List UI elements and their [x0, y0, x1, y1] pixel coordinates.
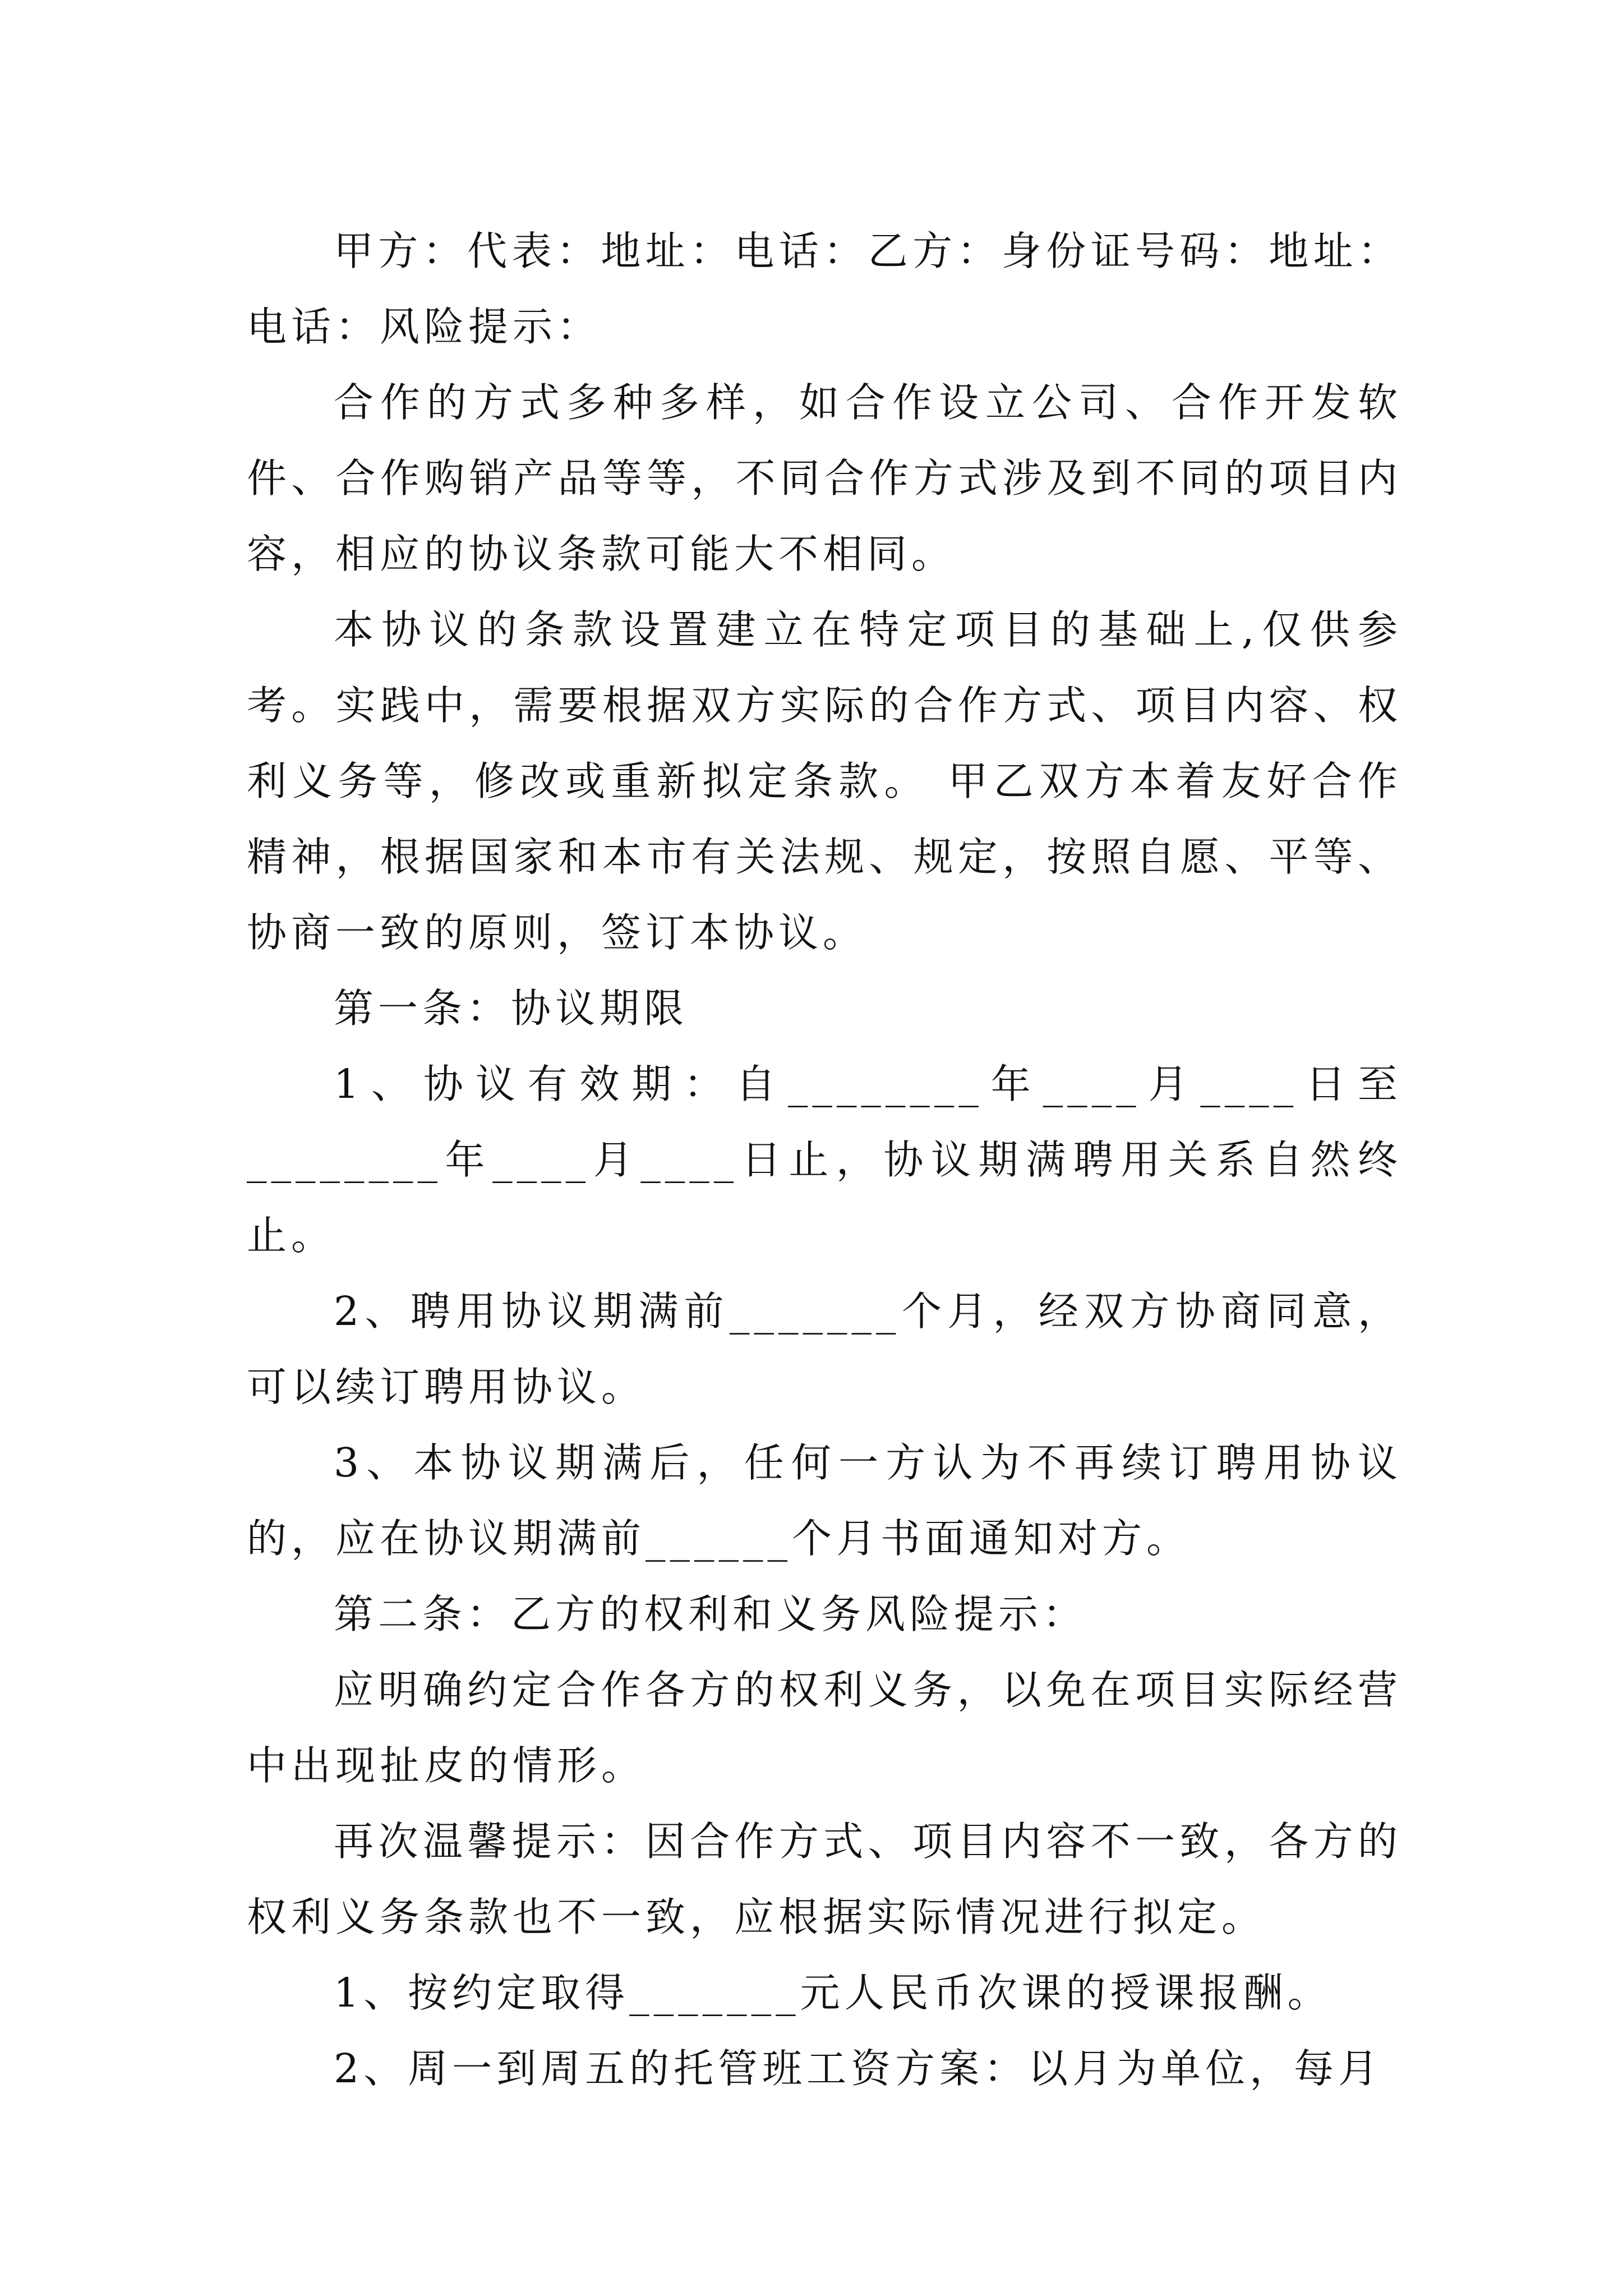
clause-1-1: 1、协议有效期：自________年____月____日至________年____月____日止，协议期满聘用关系自然终止。	[247, 1061, 1402, 1259]
heading-article-one: 第一条：协议期限	[334, 985, 689, 1032]
paragraph-reminder: 再次温馨提示：因合作方式、项目内容不一致，各方的权利义务条款也不一致，应根据实际情况进行拟定。	[247, 1818, 1402, 1940]
document-body	[247, 213, 1402, 2106]
paragraph-parties: 甲方：代表：地址：电话：乙方：身份证号码：地址：电话：风险提示：	[247, 228, 1402, 350]
clause-2-1: 1、按约定取得_______元人民币次课的授课报酬。	[334, 1970, 1332, 2016]
clause-1-3: 3、本协议期满后，任何一方认为不再续订聘用协议的，应在协议期满前______个月书面通知对方。	[247, 1439, 1402, 1562]
paragraph-cooperation-methods: 合作的方式多种多样，如合作设立公司、合作开发软件、合作购销产品等等，不同合作方式涉及到不同的项目内容，相应的协议条款可能大不相同。	[247, 379, 1402, 577]
heading-article-two: 第二条：乙方的权利和义务风险提示：	[334, 1591, 1087, 1637]
clause-2-2: 2、周一到周五的托管班工资方案：以月为单位，每月	[334, 2045, 1383, 2092]
paragraph-agreement-basis: 本协议的条款设置建立在特定项目的基础上,仅供参考。实践中，需要根据双方实际的合作方式、项目内容、权利义务等，修改或重新拟定条款。 甲乙双方本着友好合作精神，根据国家和本市有关法规、规定，按照自愿、平等、协商一致的原则，签订本协议。	[247, 606, 1402, 956]
clause-1-2: 2、聘用协议期满前_______个月，经双方协商同意，可以续订聘用协议。	[247, 1288, 1402, 1410]
paragraph-rights-obligations: 应明确约定合作各方的权利义务，以免在项目实际经营中出现扯皮的情形。	[247, 1667, 1402, 1789]
